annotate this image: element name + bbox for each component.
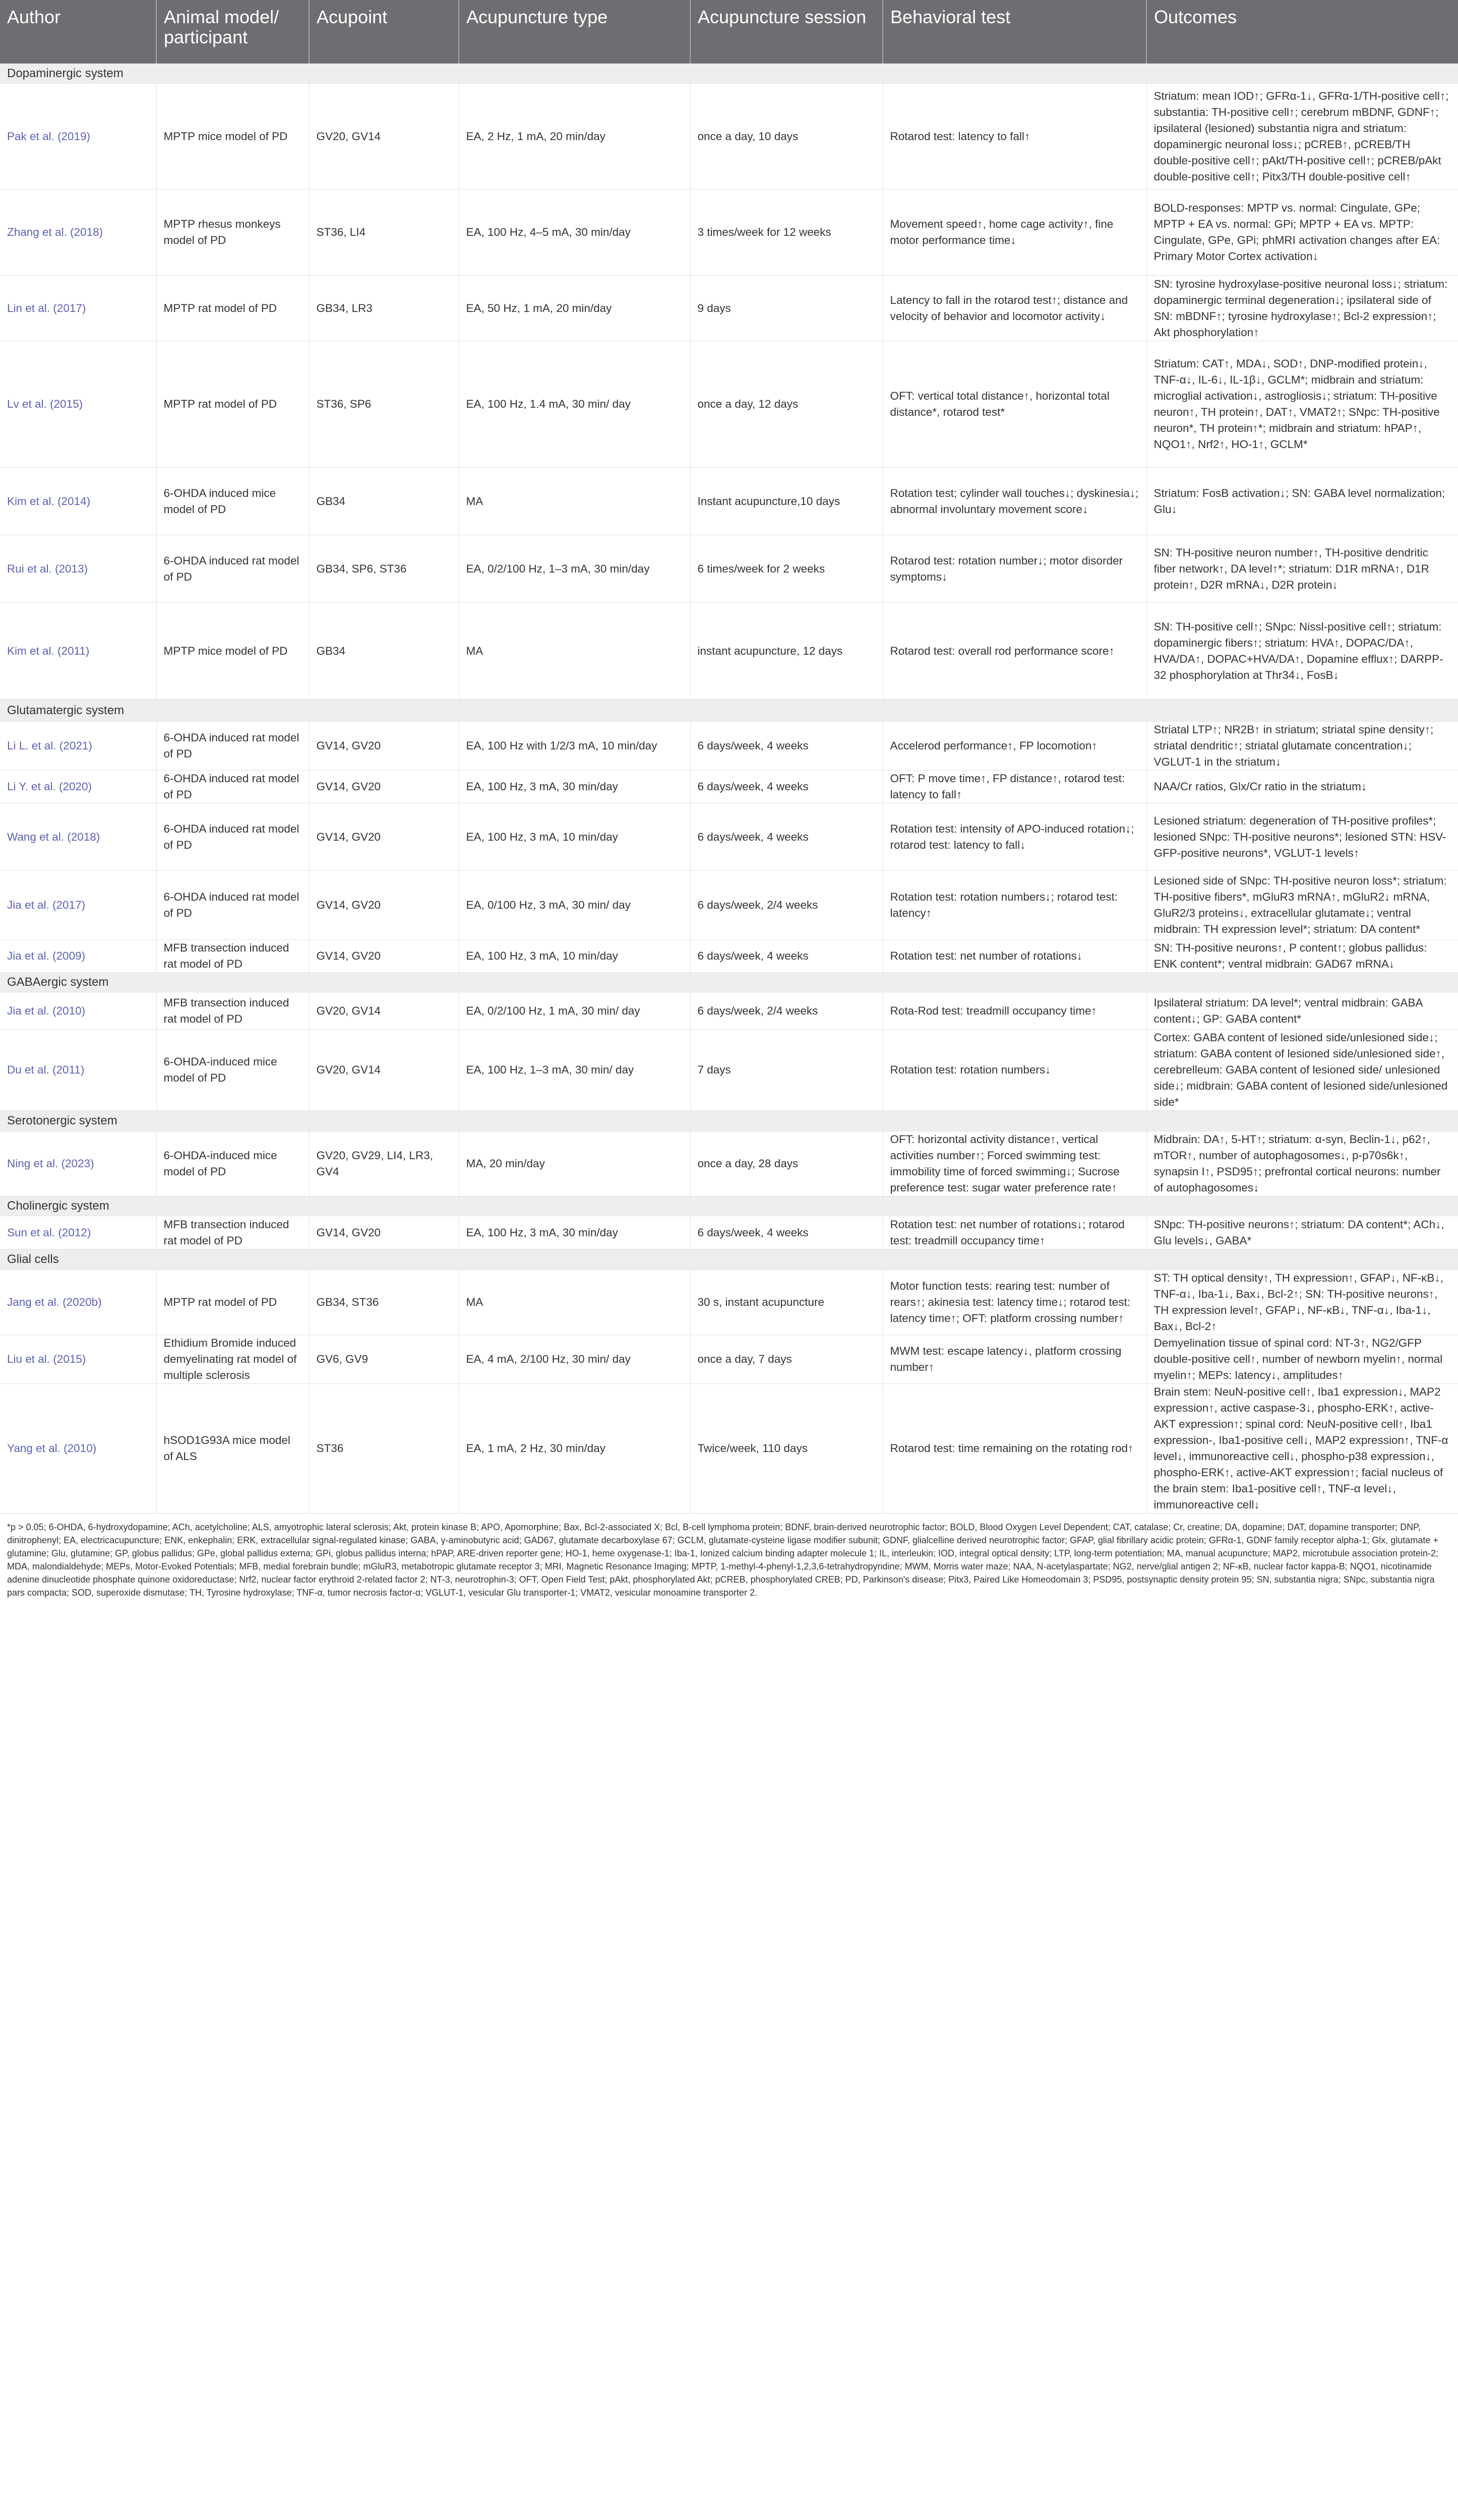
cell-acupoint: GB34, SP6, ST36 bbox=[309, 535, 459, 603]
cell-author[interactable]: Wang et al. (2018) bbox=[0, 803, 156, 871]
cell-behavioral-test: Accelerod performance↑, FP locomotion↑ bbox=[883, 722, 1146, 771]
table-row bbox=[0, 1384, 1458, 1514]
cell-behavioral-test: Rotation test; cylinder wall touches↓; dyskinesia↓; abnormal involuntary movement score↓ bbox=[883, 468, 1146, 535]
cell-acupoint: GV20, GV14 bbox=[309, 1030, 459, 1111]
cell-acupoint: GV14, GV20 bbox=[309, 722, 459, 771]
section-row bbox=[0, 64, 1458, 84]
cell-author[interactable]: Sun et al. (2012) bbox=[0, 1216, 156, 1249]
cell-acupoint: GV14, GV20 bbox=[309, 771, 459, 803]
section-title: Glutamatergic system bbox=[0, 700, 1458, 722]
table-row bbox=[0, 84, 1458, 190]
cell-animal-model: 6-OHDA-induced mice model of PD bbox=[156, 1131, 309, 1196]
cell-animal-model: 6-OHDA induced mice model of PD bbox=[156, 468, 309, 535]
cell-author[interactable]: Yang et al. (2010) bbox=[0, 1384, 156, 1514]
cell-acupoint: ST36 bbox=[309, 1384, 459, 1514]
cell-behavioral-test: OFT: horizontal activity distance↑, vertical activities number↑; Forced swimming test: immobility time of forced swimming↓; Sucrose preference test: sugar water preference rate↑ bbox=[883, 1131, 1146, 1196]
table-row bbox=[0, 1216, 1458, 1249]
cell-author[interactable]: Li Y. et al. (2020) bbox=[0, 771, 156, 803]
cell-animal-model: Ethidium Bromide induced demyelinating rat model of multiple sclerosis bbox=[156, 1335, 309, 1384]
cell-acupuncture-type: EA, 100 Hz, 3 mA, 30 min/day bbox=[459, 771, 690, 803]
cell-acupuncture-type: EA, 100 Hz, 3 mA, 10 min/day bbox=[459, 940, 690, 973]
cell-acupuncture-session: 30 s, instant acupuncture bbox=[690, 1270, 883, 1335]
cell-author[interactable]: Lv et al. (2015) bbox=[0, 341, 156, 468]
cell-author[interactable]: Jang et al. (2020b) bbox=[0, 1270, 156, 1335]
cell-animal-model: MPTP rat model of PD bbox=[156, 341, 309, 468]
cell-outcomes: Striatum: CAT↑, MDA↓, SOD↑, DNP-modified protein↓, TNF-α↓, IL-6↓, IL-1β↓, GCLM*; midbrain and striatum: microglial activation↓, astrogliosis↓; striatum: TH-positive neuron↑, TH protein↑, DAT↑, VMAT2↑; SNpc: TH-positive neuron*, TH protein↑*; midbrain and striatum: hPAP↑, NQO1↑, Nrf2↑, HO-1↑, GCLM* bbox=[1146, 341, 1458, 468]
cell-acupuncture-type: MA bbox=[459, 468, 690, 535]
cell-author[interactable]: Kim et al. (2014) bbox=[0, 468, 156, 535]
cell-acupuncture-type: EA, 50 Hz, 1 mA, 20 min/day bbox=[459, 276, 690, 341]
cell-acupoint: GV14, GV20 bbox=[309, 940, 459, 973]
cell-animal-model: MPTP rat model of PD bbox=[156, 1270, 309, 1335]
cell-outcomes: Midbrain: DA↑, 5-HT↑; striatum: α-syn, Beclin-1↓, p62↑, mTOR↑, number of autophagosomes↓, p-p70s6k↑, synapsin I↑, PSD95↑; prefrontal cortical neurons: number of autophagosomes↓ bbox=[1146, 1131, 1458, 1196]
cell-acupoint: GB34, LR3 bbox=[309, 276, 459, 341]
section-title: GABAergic system bbox=[0, 973, 1458, 992]
cell-animal-model: 6-OHDA induced rat model of PD bbox=[156, 722, 309, 771]
cell-author[interactable]: Jia et al. (2009) bbox=[0, 940, 156, 973]
cell-animal-model: MPTP rat model of PD bbox=[156, 276, 309, 341]
cell-acupuncture-session: Twice/week, 110 days bbox=[690, 1384, 883, 1514]
header-animal-model: Animal model/ participant bbox=[156, 0, 309, 64]
cell-acupuncture-session: 6 times/week for 2 weeks bbox=[690, 535, 883, 603]
header-outcomes: Outcomes bbox=[1146, 0, 1458, 64]
cell-behavioral-test: OFT: P move time↑, FP distance↑, rotarod test: latency to fall↑ bbox=[883, 771, 1146, 803]
table-row bbox=[0, 341, 1458, 468]
cell-acupoint: ST36, SP6 bbox=[309, 341, 459, 468]
table-row bbox=[0, 276, 1458, 341]
cell-acupoint: GV14, GV20 bbox=[309, 1216, 459, 1249]
cell-animal-model: MPTP mice model of PD bbox=[156, 603, 309, 700]
cell-animal-model: MPTP mice model of PD bbox=[156, 84, 309, 190]
section-title: Cholinergic system bbox=[0, 1196, 1458, 1216]
header-author: Author bbox=[7, 7, 61, 27]
cell-acupoint: GV20, GV29, LI4, LR3, GV4 bbox=[309, 1131, 459, 1196]
cell-acupuncture-type: EA, 0/100 Hz, 3 mA, 30 min/ day bbox=[459, 871, 690, 940]
section-title: Serotonergic system bbox=[0, 1111, 1458, 1131]
cell-outcomes: SN: tyrosine hydroxylase-positive neuronal loss↓; striatum: dopaminergic terminal degeneration↓; ipsilateral side of SN: mBDNF↑; tyrosine hydroxylase↑; Bcl-2 expression↑; Akt phosphorylation↑ bbox=[1146, 276, 1458, 341]
cell-acupuncture-session: 6 days/week, 4 weeks bbox=[690, 771, 883, 803]
cell-acupuncture-session: instant acupuncture, 12 days bbox=[690, 603, 883, 700]
cell-outcomes: Lesioned side of SNpc: TH-positive neuron loss*; striatum: TH-positive fibers*, mGluR3 mRNA↑, mGluR2↓ mRNA, GluR2/3 proteins↓, extracellular glutamate↓; ventral midbrain: TH expression level*; striatum: DA content* bbox=[1146, 871, 1458, 940]
cell-outcomes: SN: TH-positive neuron number↑, TH-positive dendritic fiber network↑, DA level↑*; striatum: D1R mRNA↑, D1R protein↑, D2R mRNA↓, D2R protein↓ bbox=[1146, 535, 1458, 603]
cell-behavioral-test: Rota-Rod test: treadmill occupancy time↑ bbox=[883, 992, 1146, 1030]
table-row bbox=[0, 468, 1458, 535]
cell-acupuncture-type: EA, 0/2/100 Hz, 1–3 mA, 30 min/day bbox=[459, 535, 690, 603]
cell-author[interactable]: Lin et al. (2017) bbox=[0, 276, 156, 341]
table-row bbox=[0, 1030, 1458, 1111]
cell-author[interactable]: Rui et al. (2013) bbox=[0, 535, 156, 603]
table-row bbox=[0, 992, 1458, 1030]
cell-outcomes: Striatal LTP↑; NR2B↑ in striatum; striatal spine density↑; striatal dendritic↑; striatal glutamate concentration↓; VGLUT-1 in the striatum↓ bbox=[1146, 722, 1458, 771]
table-row bbox=[0, 940, 1458, 973]
table-row bbox=[0, 803, 1458, 871]
cell-outcomes: Ipsilateral striatum: DA level*; ventral midbrain: GABA content↓; GP: GABA content* bbox=[1146, 992, 1458, 1030]
cell-behavioral-test: Latency to fall in the rotarod test↑; distance and velocity of behavior and locomotor activity↓ bbox=[883, 276, 1146, 341]
header-behavioral-test: Behavioral test bbox=[883, 0, 1146, 64]
cell-author[interactable]: Ning et al. (2023) bbox=[0, 1131, 156, 1196]
section-row bbox=[0, 1249, 1458, 1270]
cell-behavioral-test: Rotation test: rotation numbers↓; rotarod test: latency↑ bbox=[883, 871, 1146, 940]
table-row bbox=[0, 722, 1458, 771]
cell-outcomes: SNpc: TH-positive neurons↑; striatum: DA content*; ACh↓, Glu levels↓, GABA* bbox=[1146, 1216, 1458, 1249]
table-row bbox=[0, 1270, 1458, 1335]
cell-acupoint: GB34, ST36 bbox=[309, 1270, 459, 1335]
cell-animal-model: MFB transection induced rat model of PD bbox=[156, 1216, 309, 1249]
cell-acupuncture-session: once a day, 10 days bbox=[690, 84, 883, 190]
cell-acupuncture-type: EA, 0/2/100 Hz, 1 mA, 30 min/ day bbox=[459, 992, 690, 1030]
cell-author[interactable]: Pak et al. (2019) bbox=[0, 84, 156, 190]
cell-outcomes: SN: TH-positive neurons↑, P content↑; globus pallidus: ENK content*; ventral midbrain: GAD67 mRNA↓ bbox=[1146, 940, 1458, 973]
table-row bbox=[0, 190, 1458, 276]
cell-acupuncture-session: 3 times/week for 12 weeks bbox=[690, 190, 883, 276]
header-acupoint: Acupoint bbox=[309, 0, 459, 64]
cell-author[interactable]: Liu et al. (2015) bbox=[0, 1335, 156, 1384]
table-row bbox=[0, 871, 1458, 940]
cell-outcomes: NAA/Cr ratios, Glx/Cr ratio in the striatum↓ bbox=[1146, 771, 1458, 803]
cell-acupoint: GV14, GV20 bbox=[309, 871, 459, 940]
cell-outcomes: SN: TH-positive cell↑; SNpc: Nissl-positive cell↑; striatum: dopaminergic fibers↑; striatum: HVA↑, DOPAC/DA↑, HVA/DA↑, DOPAC+HVA/DA↑, Dopamine efflux↑; DARPP-32 phosphorylation at Thr34↓, FosB↓ bbox=[1146, 603, 1458, 700]
cell-behavioral-test: Rotation test: rotation numbers↓ bbox=[883, 1030, 1146, 1111]
cell-outcomes: Brain stem: NeuN-positive cell↑, Iba1 expression↓, MAP2 expression↑, active caspase-3↓, phospho-ERK↑, active-AKT expression↑; spinal cord: NeuN-positive cell↑, Iba1 expression-, Iba1-positive cell↓, MAP2 expression↑, TNF-α level↓, immunoreactive cell↓, phospho-p38 expression↓, phospho-ERK↑, active-AKT expression↑; facial nucleus of the brain stem: Iba1-positive cell↑, TNF-α level↓, immunoreactive cell↓ bbox=[1146, 1384, 1458, 1514]
cell-author[interactable]: Zhang et al. (2018) bbox=[0, 190, 156, 276]
cell-animal-model: 6-OHDA induced rat model of PD bbox=[156, 803, 309, 871]
cell-acupuncture-type: EA, 2 Hz, 1 mA, 20 min/day bbox=[459, 84, 690, 190]
cell-outcomes: BOLD-responses: MPTP vs. normal: Cingulate, GPe; MPTP + EA vs. normal: GPi; MPTP + EA vs. MPTP: Cingulate, GPe, GPi; phMRI activation changes after EA: Primary Motor Cortex activation↓ bbox=[1146, 190, 1458, 276]
cell-animal-model: 6-OHDA induced rat model of PD bbox=[156, 871, 309, 940]
cell-acupoint: ST36, LI4 bbox=[309, 190, 459, 276]
cell-animal-model: 6-OHDA induced rat model of PD bbox=[156, 771, 309, 803]
cell-author[interactable]: Kim et al. (2011) bbox=[0, 603, 156, 700]
table-footnote: *p > 0.05; 6-OHDA, 6-hydroxydopamine; ACh, acetylcholine; ALS, amyotrophic lateral sclerosis; Akt, protein kinase B; APO, Apomorphine; Bax, Bcl-2-associated X; Bcl, B-cell lymphoma protein; BDNF, brain-derived neurotrophic factor; BOLD, Blood Oxygen Level Dependent; CAT, catalase; Cr, creatine; DA, dopamine; DAT, dopamine transporter; DNP, dinitrophenyl; EA, electricacupuncture; ENK, enkephalin; ERK, extracellular signal-regulated kinase; GABA, γ-aminobutyric acid; GAD67, glutamate decarboxylase 67; GCLM, glutamate-cysteine ligase modifier subunit; GDNF, glialcelline derived neurotrophic factor; GFAP, glial fibrillary acidic protein; GFRα-1, GDNF family receptor alpha-1; Glx, glutamate + glutamine; Glu, glutamine; GP, globus pallidus; GPe, global pallidus externa; GPi, globus pallidus interna; hPAP, ARE-driven reporter gene; HO-1, heme oxygenase-1; Iba-1, Ionized calcium binding adapter molecule 1; IL, interleukin; IOD, integral optical density; LTP, long-term potentiation; MA, manual acupuncture; MAP2, microtubule association protein-2; MDA, malondialdehyde; MEPs, Motor-Evoked Potentials; MFB, medial forebrain bundle; mGluR3, metabotropic glutamate receptor 3; MRI, Magnetic Resonance Imaging; MPTP, 1-methyl-4-phenyl-1,2,3,6-tetrahydropyridine; MWM, Morris water maze; NAA, N-acetylaspartate; NG2, nerve/glial antigen 2; NF-κB, nuclear factor kappa-B; NQO1, nicotinamide adenine dinucleotide phosphate quinone oxidoreductase; Nrf2, nuclear factor erythroid 2-related factor 2; NT-3, neurotrophin-3; OFT, Open Field Test; pAkt, phosphorylated Akt; pCREB, phosphorylated CREB; PD, Parkinson's disease; Pitx3, Paired Like Homeodomain 3; PSD95, postsynaptic density protein 95; SN, substantia nigra; SNpc, substantia nigra pars compacta; SOD, superoxide dismutase; TH, Tyrosine hydroxylase; TNF-α, tumor necrosis factor-α; VGLUT-1, vesicular Glu transporter-1; VMAT2, vesicular monoamine transporter 2. bbox=[7, 1522, 1438, 1598]
table-row bbox=[0, 771, 1458, 803]
cell-acupuncture-type: EA, 1 mA, 2 Hz, 30 min/day bbox=[459, 1384, 690, 1514]
cell-acupuncture-type: MA bbox=[459, 603, 690, 700]
header-acupuncture-type: Acupuncture type bbox=[459, 0, 690, 64]
cell-outcomes: ST: TH optical density↑, TH expression↑, GFAP↓, NF-κB↓, TNF-α↓, Iba-1↓, Bax↓, Bcl-2↑; SN: TH-positive neurons↑, TH expression level↑, GFAP↓, NF-κB↓, TNF-α↓, Iba-1↓, Bax↓, Bcl-2↑ bbox=[1146, 1270, 1458, 1335]
cell-acupuncture-type: MA bbox=[459, 1270, 690, 1335]
cell-author[interactable]: Du et al. (2011) bbox=[0, 1030, 156, 1111]
cell-acupoint: GV20, GV14 bbox=[309, 84, 459, 190]
cell-acupuncture-session: 6 days/week, 4 weeks bbox=[690, 1216, 883, 1249]
cell-behavioral-test: Rotarod test: rotation number↓; motor disorder symptoms↓ bbox=[883, 535, 1146, 603]
section-title: Glial cells bbox=[0, 1249, 1458, 1270]
section-row bbox=[0, 973, 1458, 992]
table-row bbox=[0, 535, 1458, 603]
cell-behavioral-test: Rotarod test: time remaining on the rotating rod↑ bbox=[883, 1384, 1146, 1514]
section-row bbox=[0, 1111, 1458, 1131]
cell-behavioral-test: MWM test: escape latency↓, platform crossing number↑ bbox=[883, 1335, 1146, 1384]
cell-outcomes: Demyelination tissue of spinal cord: NT-3↑, NG2/GFP double-positive cell↑, number of newborn myelin↑, normal myelin↑; MEPs: latency↓, amplitudes↑ bbox=[1146, 1335, 1458, 1384]
cell-animal-model: MFB transection induced rat model of PD bbox=[156, 992, 309, 1030]
section-title: Dopaminergic system bbox=[0, 64, 1458, 84]
cell-animal-model: 6-OHDA induced rat model of PD bbox=[156, 535, 309, 603]
cell-acupuncture-type: EA, 100 Hz, 1.4 mA, 30 min/ day bbox=[459, 341, 690, 468]
section-row bbox=[0, 700, 1458, 722]
cell-acupuncture-session: once a day, 28 days bbox=[690, 1131, 883, 1196]
cell-acupoint: GB34 bbox=[309, 468, 459, 535]
cell-behavioral-test: Rotarod test: latency to fall↑ bbox=[883, 84, 1146, 190]
cell-behavioral-test: Movement speed↑, home cage activity↑, fine motor performance time↓ bbox=[883, 190, 1146, 276]
table-row bbox=[0, 603, 1458, 700]
cell-acupuncture-type: EA, 100 Hz, 3 mA, 30 min/day bbox=[459, 1216, 690, 1249]
table-row bbox=[0, 1131, 1458, 1196]
cell-animal-model: hSOD1G93A mice model of ALS bbox=[156, 1384, 309, 1514]
section-row bbox=[0, 1196, 1458, 1216]
cell-behavioral-test: Rotation test: net number of rotations↓ bbox=[883, 940, 1146, 973]
cell-animal-model: MFB transection induced rat model of PD bbox=[156, 940, 309, 973]
cell-behavioral-test: Rotarod test: overall rod performance score↑ bbox=[883, 603, 1146, 700]
cell-acupuncture-type: MA, 20 min/day bbox=[459, 1131, 690, 1196]
cell-acupuncture-type: EA, 100 Hz, 1–3 mA, 30 min/ day bbox=[459, 1030, 690, 1111]
cell-outcomes: Striatum: mean IOD↑; GFRα-1↓, GFRα-1/TH-positive cell↑; substantia: TH-positive cell↑; cerebrum mBDNF, GDNF↑; ipsilateral (lesioned) substantia nigra and striatum: dopaminergic neuronal loss↓; pCREB↑, pCREB/TH double-positive cell↑; pAkt/TH-positive cell↑; pCREB/pAkt double-positive cell↑; Pitx3/TH double-positive cell↑ bbox=[1146, 84, 1458, 190]
cell-acupuncture-type: EA, 100 Hz, 3 mA, 10 min/day bbox=[459, 803, 690, 871]
cell-acupuncture-session: 6 days/week, 2/4 weeks bbox=[690, 992, 883, 1030]
cell-acupoint: GV20, GV14 bbox=[309, 992, 459, 1030]
cell-acupuncture-session: once a day, 7 days bbox=[690, 1335, 883, 1384]
cell-behavioral-test: Rotation test: intensity of APO-induced rotation↓; rotarod test: latency to fall↓ bbox=[883, 803, 1146, 871]
cell-acupuncture-session: 9 days bbox=[690, 276, 883, 341]
cell-acupuncture-session: 6 days/week, 4 weeks bbox=[690, 940, 883, 973]
cell-behavioral-test: OFT: vertical total distance↑, horizontal total distance*, rotarod test* bbox=[883, 341, 1146, 468]
cell-acupuncture-session: Instant acupuncture,10 days bbox=[690, 468, 883, 535]
cell-author[interactable]: Jia et al. (2010) bbox=[0, 992, 156, 1030]
cell-acupoint: GB34 bbox=[309, 603, 459, 700]
cell-acupuncture-type: EA, 100 Hz, 4–5 mA, 30 min/day bbox=[459, 190, 690, 276]
cell-acupoint: GV6, GV9 bbox=[309, 1335, 459, 1384]
cell-behavioral-test: Motor function tests: rearing test: number of rears↑; akinesia test: latency time↓; rotarod test: latency time↑; OFT: platform crossing number↑ bbox=[883, 1270, 1146, 1335]
cell-animal-model: MPTP rhesus monkeys model of PD bbox=[156, 190, 309, 276]
cell-author[interactable]: Jia et al. (2017) bbox=[0, 871, 156, 940]
cell-acupuncture-type: EA, 100 Hz with 1/2/3 mA, 10 min/day bbox=[459, 722, 690, 771]
cell-acupuncture-session: 6 days/week, 2/4 weeks bbox=[690, 871, 883, 940]
cell-acupuncture-type: EA, 4 mA, 2/100 Hz, 30 min/ day bbox=[459, 1335, 690, 1384]
cell-author[interactable]: Li L. et al. (2021) bbox=[0, 722, 156, 771]
cell-outcomes: Striatum: FosB activation↓; SN: GABA level normalization; Glu↓ bbox=[1146, 468, 1458, 535]
cell-acupuncture-session: once a day, 12 days bbox=[690, 341, 883, 468]
cell-animal-model: 6-OHDA-induced mice model of PD bbox=[156, 1030, 309, 1111]
table-row bbox=[0, 1335, 1458, 1384]
cell-acupuncture-session: 7 days bbox=[690, 1030, 883, 1111]
header-row bbox=[0, 0, 1458, 64]
cell-outcomes: Cortex: GABA content of lesioned side/unlesioned side↓; striatum: GABA content of lesioned side/unlesioned side↑, cerebrelleum: GABA content of lesioned side/ unlesioned side↓; midbrain: GABA content of lesioned side/unlesioned side* bbox=[1146, 1030, 1458, 1111]
header-acupuncture-session: Acupuncture session bbox=[690, 0, 883, 64]
cell-outcomes: Lesioned striatum: degeneration of TH-positive profiles*; lesioned SNpc: TH-positive neurons*; lesioned STN: HSV-GFP-positive neurons*, VGLUT-1 levels↑ bbox=[1146, 803, 1458, 871]
cell-acupuncture-session: 6 days/week, 4 weeks bbox=[690, 722, 883, 771]
table-body bbox=[0, 64, 1458, 1514]
cell-acupuncture-session: 6 days/week, 4 weeks bbox=[690, 803, 883, 871]
cell-behavioral-test: Rotation test: net number of rotations↓; rotarod test: treadmill occupancy time↑ bbox=[883, 1216, 1146, 1249]
cell-acupoint: GV14, GV20 bbox=[309, 803, 459, 871]
